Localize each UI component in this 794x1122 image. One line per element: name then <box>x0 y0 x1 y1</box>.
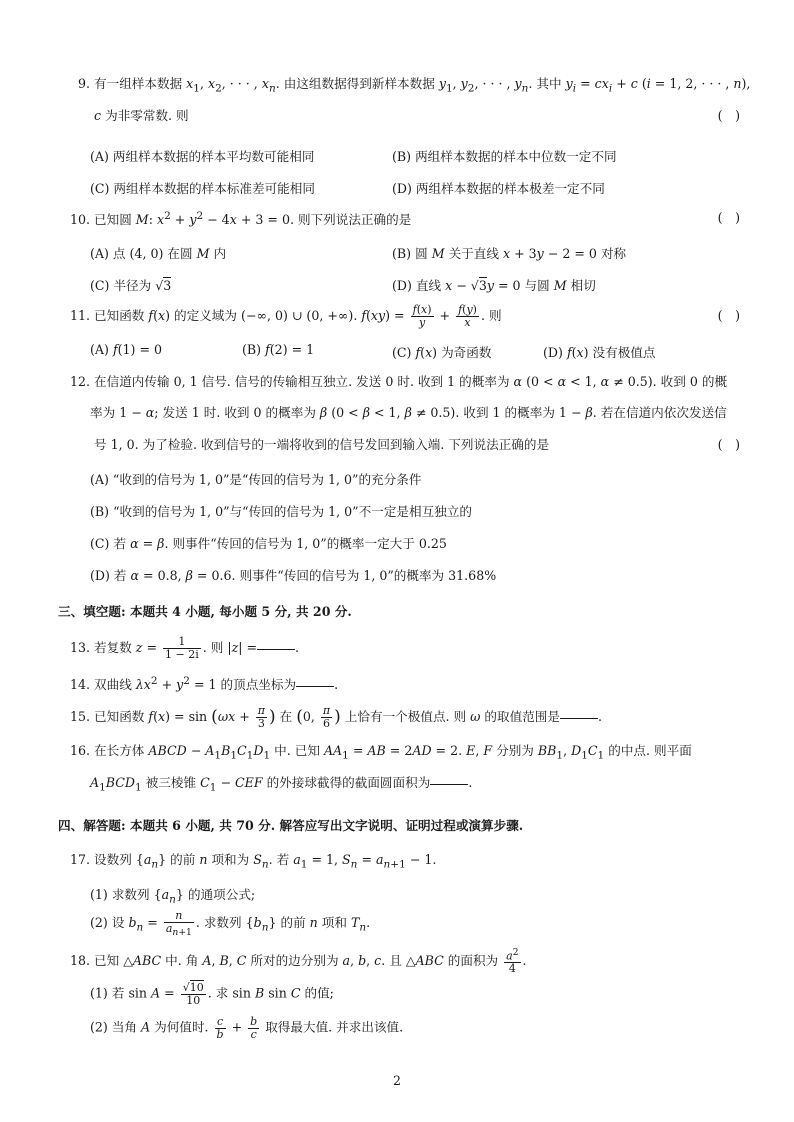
question-11-text: 已知函数 f(x) 的定义域为 (−∞, 0) ∪ (0, +∞). f(xy) = $\frac{f(x)}{y}$ + $\frac{f(y)}{x}$ . 则 <box>94 303 502 329</box>
option-c: (C) 两组样本数据的样本标准差可能相同 <box>90 181 315 196</box>
option-a: (A) 点 (4, 0) 在圆 M 内 <box>90 246 227 261</box>
question-9-line-2 <box>70 108 740 124</box>
question-number: 14. <box>70 677 91 693</box>
question-13-text: 若复数 z = $\frac{1}{1 - 2i}$ . 则 |z| = . <box>94 635 300 661</box>
question-17-part-1: (1) 求数列 $\{a_n\}$ 的通项公式; <box>90 887 256 906</box>
option-d: (D) f(x) 没有极值点 <box>543 345 656 360</box>
question-number: 10. <box>70 212 91 228</box>
answer-bracket: ( ) <box>717 210 740 225</box>
question-18-text: 已知 △ABC 中. 角 A, B, C 所对的边分别为 a, b, c. 且 △ABC 的面积为 $\frac{a^2}{4}$ . <box>94 947 527 976</box>
question-18-part-2: (2) 当角 A 为何值时. $\frac{c}{b}$ + $\frac{b}{c}$ 取得最大值. 并求出该值. <box>90 1015 404 1041</box>
question-12-line-3 <box>70 437 740 453</box>
question-16-line-2 <box>90 775 472 795</box>
question-9-text-2: c 为非零常数. 则 <box>94 108 189 123</box>
question-15 <box>70 705 740 729</box>
question-11 <box>70 304 740 328</box>
question-number: 16. <box>70 743 91 758</box>
option-a: (A) 两组样本数据的样本平均数可能相同 <box>90 149 315 164</box>
question-12-text-3: 号 1, 0. 为了检验. 收到信号的一端将收到的信号发回到输入端. 下列说法正确的是 <box>94 437 550 452</box>
answer-bracket: ( ) <box>717 108 740 123</box>
question-9 <box>70 76 751 96</box>
option-d: (D) 直线 x − √3y = 0 与圆 M 相切 <box>392 278 596 293</box>
option-b: (B) f(2) = 1 <box>242 342 315 357</box>
question-10-text: 已知圆 M: $x^2 + y^2 - 4x + 3 = 0$. 则下列说法正确的是 <box>94 210 412 228</box>
question-15-text: 已知函数 f(x) = sin (ωx + $\frac{\pi}{3}$ ) 在 (0, $\frac{\pi}{6}$ ) 上恰有一个极值点. 则 ω 的取值范围是 . <box>94 704 603 730</box>
question-12 <box>70 374 740 390</box>
question-9-stem-line-1 <box>70 76 751 96</box>
section-heading-fill-in: 三、填空题: 本题共 4 小题, 每小题 5 分, 共 20 分. <box>58 604 352 619</box>
question-16-text-1: 在长方体 ABCD − $A_1B_1C_1D_1$ 中. 已知 $AA_1$ = AB = 2AD = 2. E, F 分别为 $BB_1$, $D_1C_1$ 的中点. 则平面 <box>94 743 692 762</box>
option-c: (C) 半径为 √3 <box>90 278 172 293</box>
question-12-text-2: 率为 1 − α; 发送 1 时. 收到 0 的概率为 β (0 < β < 1, β ≠ 0.5). 收到 1 的概率为 1 − β. 若在信道内依次发送信 <box>90 405 727 420</box>
option-a: (A) “收到的信号为 1, 0”是“传回的信号为 1, 0”的充分条件 <box>90 472 422 487</box>
section-heading-solutions: 四、解答题: 本题共 6 小题, 共 70 分. 解答应写出文字说明、证明过程或演算步骤. <box>58 818 524 833</box>
question-16 <box>70 743 740 763</box>
option-d: (D) 两组样本数据的样本极差一定不同 <box>392 181 605 196</box>
question-12-text-1: 在信道内传输 0, 1 信号. 信号的传输相互独立. 发送 0 时. 收到 1 的概率为 α (0 < α < 1, α ≠ 0.5). 收到 0 的概 <box>94 374 728 389</box>
question-14 <box>70 675 740 693</box>
option-c: (C) 若 α = β. 则事件“传回的信号为 1, 0”的概率一定大于 0.25 <box>90 536 447 551</box>
question-16-text-2: $A_1BCD_1$ 被三棱锥 $C_1$ − CEF 的外接球截得的截面圆面积为 . <box>90 775 473 794</box>
option-a: (A) f(1) = 0 <box>90 342 163 357</box>
option-c: (C) f(x) 为奇函数 <box>392 345 492 360</box>
question-17-part-2: (2) 设 $b_n$ = $\frac{n}{a_{n+1}}$ . 求数列 $\{b_n\}$ 的前 n 项和 $T_n$. <box>90 909 371 938</box>
answer-bracket: ( ) <box>717 308 740 323</box>
question-number: 9. <box>77 76 90 91</box>
question-number: 12. <box>70 374 91 389</box>
question-18-part-1: (1) 若 sin A = $\frac{√10}{10}$ . 求 sin B sin C 的值; <box>90 981 334 1007</box>
option-b: (B) 圆 M 关于直线 x + 3y − 2 = 0 对称 <box>392 246 627 261</box>
option-d: (D) 若 α = 0.8, β = 0.6. 则事件“传回的信号为 1, 0”的概率为 31.68% <box>90 568 497 583</box>
question-number: 13. <box>70 639 91 655</box>
question-number: 17. <box>70 852 91 867</box>
question-17 <box>70 852 740 872</box>
question-18 <box>70 948 740 975</box>
question-number: 15. <box>70 708 91 724</box>
question-number: 18. <box>70 952 91 968</box>
question-9-text: 有一组样本数据 $x_1$, $x_2$, · · · , $x_n$. 由这组数据得到新样本数据 $y_1$, $y_2$, · · · , $y_n$. 其中 $y_i = cx_i + c$ (i = 1, 2, · · · , n), <box>94 76 751 95</box>
answer-bracket: ( ) <box>717 437 740 452</box>
question-17-text: 设数列 $\{a_n\}$ 的前 n 项和为 $S_n$. 若 $a_1 = 1$, $S_n = a_{n+1} - 1$. <box>94 852 437 871</box>
question-14-text: 双曲线 $\lambda x^2 + y^2 = 1$ 的顶点坐标为 . <box>94 675 339 693</box>
option-b: (B) “收到的信号为 1, 0”与“传回的信号为 1, 0”不一定是相互独立的 <box>90 504 472 519</box>
question-13 <box>70 636 740 660</box>
question-10 <box>70 210 740 228</box>
question-number: 11. <box>70 307 91 323</box>
question-12-line-2 <box>90 405 727 421</box>
page-number: 2 <box>392 1073 401 1088</box>
option-b: (B) 两组样本数据的样本中位数一定不同 <box>392 149 617 164</box>
